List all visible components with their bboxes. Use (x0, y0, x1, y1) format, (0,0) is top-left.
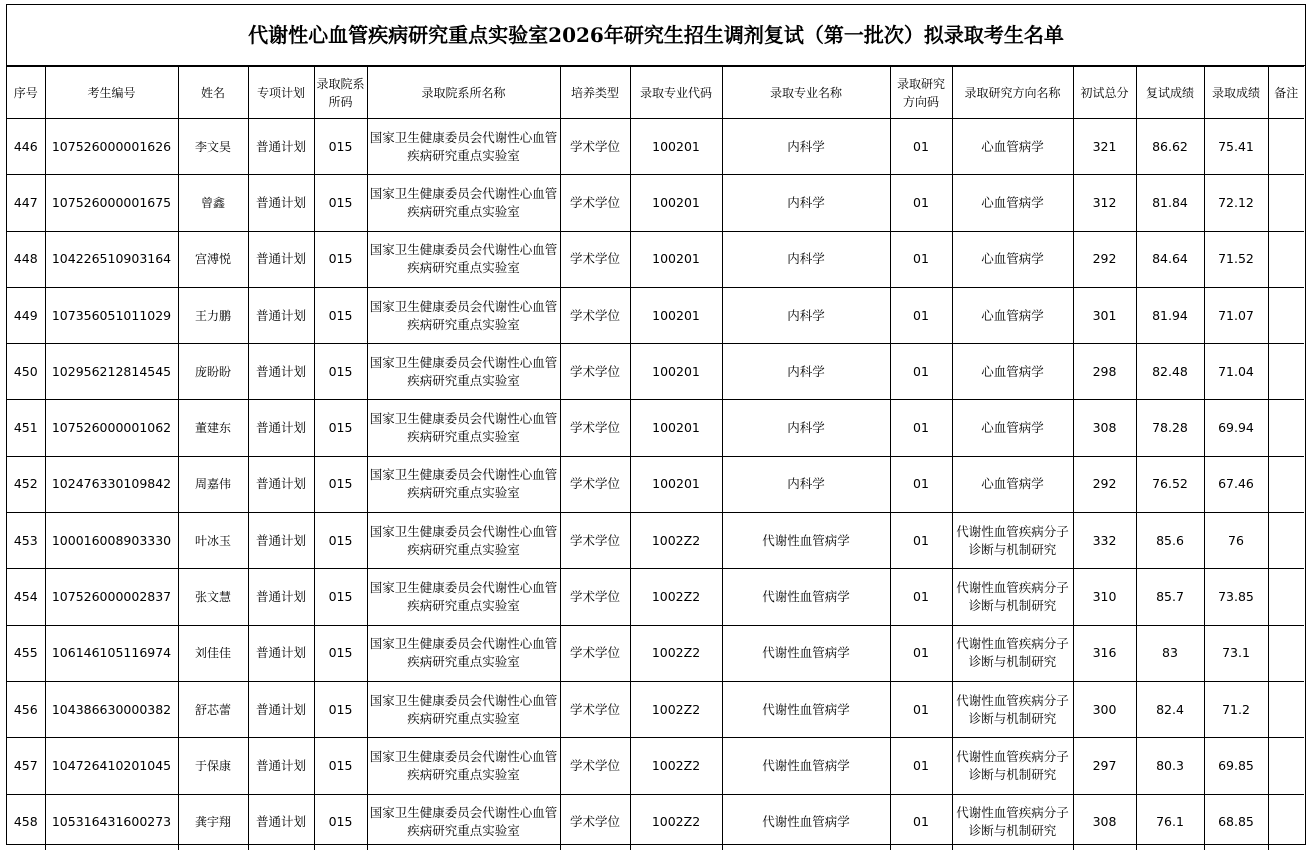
name-cell: 舒芯蕾 (178, 681, 248, 737)
seq-cell: 452 (7, 456, 45, 512)
seq-cell: 453 (7, 513, 45, 569)
note-cell (1268, 625, 1304, 681)
final-score-cell: 71.07 (1204, 287, 1268, 343)
retest-score-cell: 76.1 (1136, 794, 1204, 850)
table-row (7, 456, 1304, 512)
dept-code-cell: 015 (314, 175, 367, 231)
major-code-cell: 1002Z2 (630, 625, 722, 681)
dept-name-cell: 国家卫生健康委员会代谢性心血管疾病研究重点实验室 (367, 400, 560, 456)
note-cell (1268, 569, 1304, 625)
note-cell (1268, 119, 1304, 175)
major-code-cell: 1002Z2 (630, 513, 722, 569)
table-row (7, 569, 1304, 625)
header-cell: 录取院系所名称 (367, 67, 560, 119)
dept-name-cell: 国家卫生健康委员会代谢性心血管疾病研究重点实验室 (367, 625, 560, 681)
header-cell: 复试成绩 (1136, 67, 1204, 119)
note-cell (1268, 513, 1304, 569)
table-row (7, 681, 1304, 737)
name-cell: 龚宇翔 (178, 794, 248, 850)
direction-code-cell: 01 (890, 287, 952, 343)
seq-cell: 449 (7, 287, 45, 343)
degree-type-cell: 学术学位 (560, 738, 630, 794)
name-cell: 叶冰玉 (178, 513, 248, 569)
direction-name-cell: 代谢性血管疾病分子诊断与机制研究 (952, 794, 1073, 850)
direction-name-cell: 心血管病学 (952, 231, 1073, 287)
retest-score-cell: 81.84 (1136, 175, 1204, 231)
direction-code-cell: 01 (890, 569, 952, 625)
plan-cell: 普通计划 (248, 231, 314, 287)
seq-cell: 446 (7, 119, 45, 175)
degree-type-cell: 学术学位 (560, 456, 630, 512)
initial-score-cell: 301 (1073, 287, 1136, 343)
final-score-cell: 71.04 (1204, 344, 1268, 400)
initial-score-cell: 316 (1073, 625, 1136, 681)
degree-type-cell: 学术学位 (560, 119, 630, 175)
direction-name-cell: 代谢性血管疾病分子诊断与机制研究 (952, 625, 1073, 681)
candidate-id-cell: 102476330109842 (45, 456, 178, 512)
header-cell: 序号 (7, 67, 45, 119)
candidate-id-cell: 107526000001062 (45, 400, 178, 456)
note-cell (1268, 400, 1304, 456)
dept-code-cell: 015 (314, 456, 367, 512)
header-cell: 初试总分 (1073, 67, 1136, 119)
name-cell: 庞盼盼 (178, 344, 248, 400)
initial-score-cell: 297 (1073, 738, 1136, 794)
dept-code-cell: 015 (314, 569, 367, 625)
retest-score-cell: 85.6 (1136, 513, 1204, 569)
direction-name-cell: 心血管病学 (952, 287, 1073, 343)
name-cell: 董建东 (178, 400, 248, 456)
header-cell: 备注 (1268, 67, 1304, 119)
table-row (7, 400, 1304, 456)
dept-code-cell: 015 (314, 794, 367, 850)
dept-name-cell: 国家卫生健康委员会代谢性心血管疾病研究重点实验室 (367, 569, 560, 625)
retest-score-cell: 76.52 (1136, 456, 1204, 512)
direction-code-cell: 01 (890, 513, 952, 569)
direction-code-cell: 01 (890, 400, 952, 456)
retest-score-cell: 78.28 (1136, 400, 1204, 456)
dept-name-cell: 国家卫生健康委员会代谢性心血管疾病研究重点实验室 (367, 513, 560, 569)
note-cell (1268, 681, 1304, 737)
table-row (7, 231, 1304, 287)
plan-cell: 普通计划 (248, 287, 314, 343)
dept-code-cell: 015 (314, 738, 367, 794)
table-row (7, 287, 1304, 343)
direction-code-cell: 01 (890, 456, 952, 512)
direction-code-cell: 01 (890, 344, 952, 400)
major-code-cell: 100201 (630, 287, 722, 343)
candidate-id-cell: 107526000002837 (45, 569, 178, 625)
header-cell: 考生编号 (45, 67, 178, 119)
final-score-cell: 69.85 (1204, 738, 1268, 794)
name-cell: 张文慧 (178, 569, 248, 625)
seq-cell: 451 (7, 400, 45, 456)
final-score-cell: 75.41 (1204, 119, 1268, 175)
direction-code-cell: 01 (890, 231, 952, 287)
plan-cell: 普通计划 (248, 625, 314, 681)
major-name-cell: 代谢性血管病学 (722, 681, 890, 737)
candidate-id-cell: 107526000001626 (45, 119, 178, 175)
degree-type-cell: 学术学位 (560, 625, 630, 681)
admission-list-sheet (6, 4, 1306, 845)
seq-cell: 455 (7, 625, 45, 681)
initial-score-cell: 321 (1073, 119, 1136, 175)
plan-cell: 普通计划 (248, 119, 314, 175)
name-cell: 周嘉伟 (178, 456, 248, 512)
major-name-cell: 代谢性血管病学 (722, 513, 890, 569)
dept-name-cell: 国家卫生健康委员会代谢性心血管疾病研究重点实验室 (367, 794, 560, 850)
candidate-id-cell: 100016008903330 (45, 513, 178, 569)
degree-type-cell: 学术学位 (560, 794, 630, 850)
major-name-cell: 内科学 (722, 119, 890, 175)
plan-cell: 普通计划 (248, 456, 314, 512)
dept-name-cell: 国家卫生健康委员会代谢性心血管疾病研究重点实验室 (367, 287, 560, 343)
dept-name-cell: 国家卫生健康委员会代谢性心血管疾病研究重点实验室 (367, 344, 560, 400)
retest-score-cell: 81.94 (1136, 287, 1204, 343)
admission-table (7, 66, 1304, 850)
header-cell: 专项计划 (248, 67, 314, 119)
direction-name-cell: 心血管病学 (952, 119, 1073, 175)
final-score-cell: 73.1 (1204, 625, 1268, 681)
dept-code-cell: 015 (314, 119, 367, 175)
table-row (7, 794, 1304, 850)
final-score-cell: 72.12 (1204, 175, 1268, 231)
major-code-cell: 100201 (630, 175, 722, 231)
table-row (7, 738, 1304, 794)
retest-score-cell: 83 (1136, 625, 1204, 681)
note-cell (1268, 794, 1304, 850)
plan-cell: 普通计划 (248, 513, 314, 569)
name-cell: 王力鹏 (178, 287, 248, 343)
major-code-cell: 100201 (630, 456, 722, 512)
direction-code-cell: 01 (890, 794, 952, 850)
candidate-id-cell: 105316431600273 (45, 794, 178, 850)
name-cell: 曾鑫 (178, 175, 248, 231)
major-name-cell: 代谢性血管病学 (722, 794, 890, 850)
direction-name-cell: 心血管病学 (952, 400, 1073, 456)
document-title: 代谢性心血管疾病研究重点实验室2026年研究生招生调剂复试（第一批次）拟录取考生名单 (7, 5, 1305, 66)
table-row (7, 625, 1304, 681)
major-name-cell: 内科学 (722, 231, 890, 287)
degree-type-cell: 学术学位 (560, 681, 630, 737)
direction-code-cell: 01 (890, 119, 952, 175)
retest-score-cell: 86.62 (1136, 119, 1204, 175)
table-row (7, 119, 1304, 175)
major-name-cell: 内科学 (722, 287, 890, 343)
degree-type-cell: 学术学位 (560, 344, 630, 400)
dept-name-cell: 国家卫生健康委员会代谢性心血管疾病研究重点实验室 (367, 738, 560, 794)
seq-cell: 456 (7, 681, 45, 737)
header-cell: 录取专业代码 (630, 67, 722, 119)
retest-score-cell: 82.4 (1136, 681, 1204, 737)
dept-name-cell: 国家卫生健康委员会代谢性心血管疾病研究重点实验室 (367, 231, 560, 287)
note-cell (1268, 738, 1304, 794)
table-body (7, 119, 1304, 851)
final-score-cell: 68.85 (1204, 794, 1268, 850)
dept-name-cell: 国家卫生健康委员会代谢性心血管疾病研究重点实验室 (367, 175, 560, 231)
initial-score-cell: 300 (1073, 681, 1136, 737)
dept-code-cell: 015 (314, 400, 367, 456)
direction-name-cell: 心血管病学 (952, 175, 1073, 231)
initial-score-cell: 310 (1073, 569, 1136, 625)
note-cell (1268, 287, 1304, 343)
plan-cell: 普通计划 (248, 794, 314, 850)
direction-name-cell: 心血管病学 (952, 456, 1073, 512)
dept-name-cell: 国家卫生健康委员会代谢性心血管疾病研究重点实验室 (367, 456, 560, 512)
candidate-id-cell: 107356051011029 (45, 287, 178, 343)
major-name-cell: 内科学 (722, 400, 890, 456)
direction-code-cell: 01 (890, 175, 952, 231)
candidate-id-cell: 104726410201045 (45, 738, 178, 794)
header-cell: 录取研究方向码 (890, 67, 952, 119)
degree-type-cell: 学术学位 (560, 513, 630, 569)
plan-cell: 普通计划 (248, 738, 314, 794)
direction-code-cell: 01 (890, 625, 952, 681)
major-name-cell: 代谢性血管病学 (722, 569, 890, 625)
dept-code-cell: 015 (314, 231, 367, 287)
name-cell: 刘佳佳 (178, 625, 248, 681)
direction-name-cell: 心血管病学 (952, 344, 1073, 400)
direction-name-cell: 代谢性血管疾病分子诊断与机制研究 (952, 681, 1073, 737)
major-code-cell: 100201 (630, 400, 722, 456)
dept-code-cell: 015 (314, 625, 367, 681)
final-score-cell: 71.2 (1204, 681, 1268, 737)
candidate-id-cell: 102956212814545 (45, 344, 178, 400)
seq-cell: 447 (7, 175, 45, 231)
candidate-id-cell: 107526000001675 (45, 175, 178, 231)
table-row (7, 344, 1304, 400)
seq-cell: 457 (7, 738, 45, 794)
initial-score-cell: 308 (1073, 794, 1136, 850)
seq-cell: 450 (7, 344, 45, 400)
retest-score-cell: 80.3 (1136, 738, 1204, 794)
degree-type-cell: 学术学位 (560, 400, 630, 456)
degree-type-cell: 学术学位 (560, 231, 630, 287)
plan-cell: 普通计划 (248, 175, 314, 231)
direction-code-cell: 01 (890, 738, 952, 794)
plan-cell: 普通计划 (248, 681, 314, 737)
dept-name-cell: 国家卫生健康委员会代谢性心血管疾病研究重点实验室 (367, 119, 560, 175)
header-cell: 录取成绩 (1204, 67, 1268, 119)
major-code-cell: 1002Z2 (630, 569, 722, 625)
direction-code-cell: 01 (890, 681, 952, 737)
dept-code-cell: 015 (314, 681, 367, 737)
retest-score-cell: 82.48 (1136, 344, 1204, 400)
table-row (7, 513, 1304, 569)
final-score-cell: 67.46 (1204, 456, 1268, 512)
note-cell (1268, 344, 1304, 400)
header-cell: 录取研究方向名称 (952, 67, 1073, 119)
name-cell: 于保康 (178, 738, 248, 794)
final-score-cell: 71.52 (1204, 231, 1268, 287)
note-cell (1268, 231, 1304, 287)
name-cell: 宫溥悦 (178, 231, 248, 287)
initial-score-cell: 332 (1073, 513, 1136, 569)
major-code-cell: 1002Z2 (630, 681, 722, 737)
major-name-cell: 内科学 (722, 344, 890, 400)
header-cell: 录取院系所码 (314, 67, 367, 119)
major-code-cell: 1002Z2 (630, 794, 722, 850)
major-code-cell: 100201 (630, 344, 722, 400)
major-name-cell: 内科学 (722, 456, 890, 512)
direction-name-cell: 代谢性血管疾病分子诊断与机制研究 (952, 738, 1073, 794)
major-code-cell: 100201 (630, 231, 722, 287)
dept-code-cell: 015 (314, 287, 367, 343)
major-code-cell: 1002Z2 (630, 738, 722, 794)
initial-score-cell: 308 (1073, 400, 1136, 456)
seq-cell: 458 (7, 794, 45, 850)
direction-name-cell: 代谢性血管疾病分子诊断与机制研究 (952, 513, 1073, 569)
initial-score-cell: 298 (1073, 344, 1136, 400)
degree-type-cell: 学术学位 (560, 569, 630, 625)
plan-cell: 普通计划 (248, 344, 314, 400)
plan-cell: 普通计划 (248, 569, 314, 625)
name-cell: 李文昊 (178, 119, 248, 175)
initial-score-cell: 292 (1073, 456, 1136, 512)
candidate-id-cell: 106146105116974 (45, 625, 178, 681)
note-cell (1268, 175, 1304, 231)
seq-cell: 454 (7, 569, 45, 625)
major-name-cell: 内科学 (722, 175, 890, 231)
dept-name-cell: 国家卫生健康委员会代谢性心血管疾病研究重点实验室 (367, 681, 560, 737)
candidate-id-cell: 104226510903164 (45, 231, 178, 287)
header-row (7, 67, 1304, 119)
candidate-id-cell: 104386630000382 (45, 681, 178, 737)
major-name-cell: 代谢性血管病学 (722, 738, 890, 794)
dept-code-cell: 015 (314, 344, 367, 400)
note-cell (1268, 456, 1304, 512)
final-score-cell: 69.94 (1204, 400, 1268, 456)
dept-code-cell: 015 (314, 513, 367, 569)
header-cell: 培养类型 (560, 67, 630, 119)
plan-cell: 普通计划 (248, 400, 314, 456)
initial-score-cell: 292 (1073, 231, 1136, 287)
retest-score-cell: 84.64 (1136, 231, 1204, 287)
initial-score-cell: 312 (1073, 175, 1136, 231)
header-cell: 录取专业名称 (722, 67, 890, 119)
final-score-cell: 73.85 (1204, 569, 1268, 625)
direction-name-cell: 代谢性血管疾病分子诊断与机制研究 (952, 569, 1073, 625)
seq-cell: 448 (7, 231, 45, 287)
table-row (7, 175, 1304, 231)
major-code-cell: 100201 (630, 119, 722, 175)
degree-type-cell: 学术学位 (560, 175, 630, 231)
major-name-cell: 代谢性血管病学 (722, 625, 890, 681)
header-cell: 姓名 (178, 67, 248, 119)
degree-type-cell: 学术学位 (560, 287, 630, 343)
final-score-cell: 76 (1204, 513, 1268, 569)
retest-score-cell: 85.7 (1136, 569, 1204, 625)
